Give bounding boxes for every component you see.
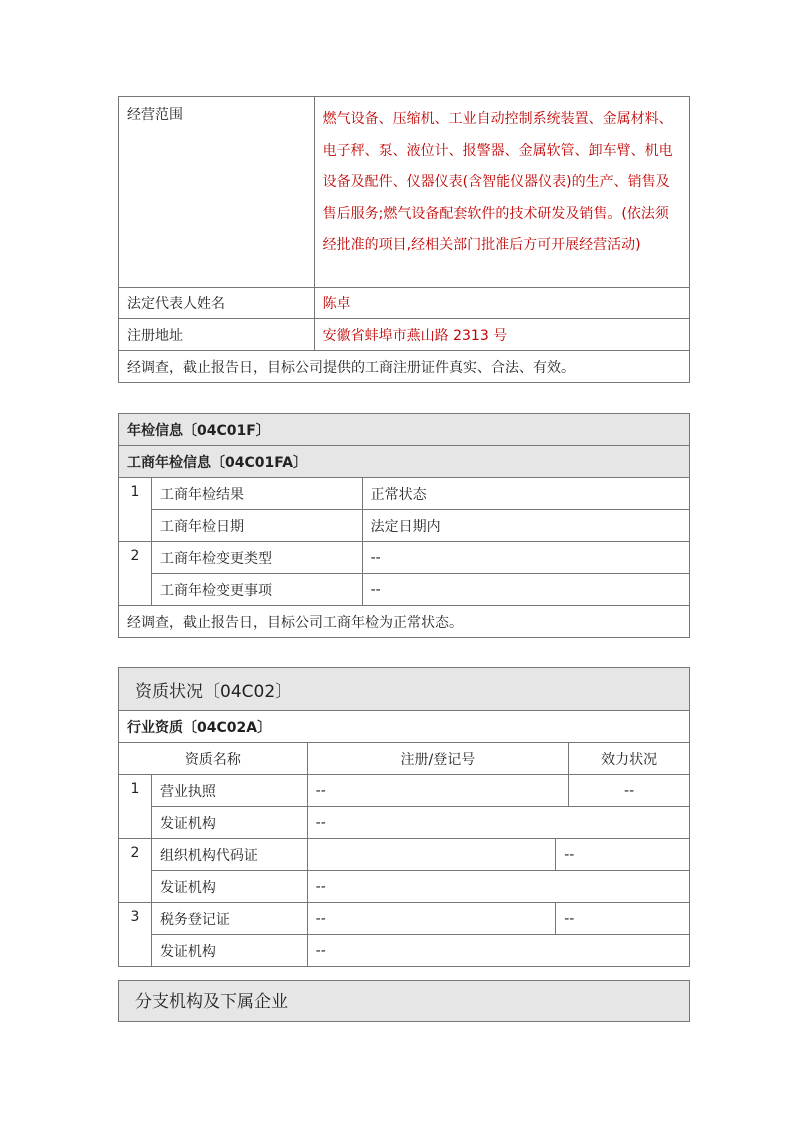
scope-value: 燃气设备、压缩机、工业自动控制系统装置、金属材料、电子秤、泵、液位计、报警器、金属软管、卸车臂、机电设备及配件、仪器仪表(含智能仪器仪表)的生产、销售及售后服务;燃气设备配套软件的技术研发及销售。(依法须经批准的项目,经相关部门批准后方可开展经营活动) bbox=[314, 97, 689, 288]
row-number: 3 bbox=[119, 903, 152, 967]
qual-name: 税务登记证 bbox=[151, 903, 307, 935]
branch-section-title: 分支机构及下属企业 bbox=[118, 980, 690, 1022]
row-number: 2 bbox=[119, 542, 152, 606]
row-number: 1 bbox=[119, 478, 152, 542]
qual-reg: -- bbox=[307, 775, 569, 807]
header-name: 资质名称 bbox=[119, 743, 308, 775]
qual-reg: -- bbox=[307, 903, 556, 935]
qual-status: -- bbox=[569, 775, 690, 807]
annual-subtitle: 工商年检信息〔04C01FA〕 bbox=[119, 446, 690, 478]
legal-rep-label: 法定代表人姓名 bbox=[119, 288, 315, 319]
annual-result-value: 正常状态 bbox=[362, 478, 689, 510]
issuer-value: -- bbox=[307, 871, 689, 903]
qual-name: 营业执照 bbox=[151, 775, 307, 807]
address-label: 注册地址 bbox=[119, 319, 315, 351]
qual-subtitle: 行业资质〔04C02A〕 bbox=[119, 711, 690, 743]
issuer-value: -- bbox=[307, 935, 689, 967]
qual-title: 资质状况〔04C02〕 bbox=[119, 668, 690, 711]
annual-result-label: 工商年检结果 bbox=[151, 478, 362, 510]
qual-status: -- bbox=[556, 839, 690, 871]
scope-label: 经营范围 bbox=[119, 97, 315, 288]
business-conclusion: 经调查，截止报告日，目标公司提供的工商注册证件真实、合法、有效。 bbox=[119, 351, 690, 383]
qual-reg bbox=[307, 839, 556, 871]
qual-status: -- bbox=[556, 903, 690, 935]
issuer-label: 发证机构 bbox=[151, 871, 307, 903]
annual-change-type-value: -- bbox=[362, 542, 689, 574]
annual-change-item-value: -- bbox=[362, 574, 689, 606]
annual-change-type-label: 工商年检变更类型 bbox=[151, 542, 362, 574]
annual-date-value: 法定日期内 bbox=[362, 510, 689, 542]
legal-rep-value: 陈卓 bbox=[314, 288, 689, 319]
qual-name: 组织机构代码证 bbox=[151, 839, 307, 871]
issuer-value: -- bbox=[307, 807, 689, 839]
annual-change-item-label: 工商年检变更事项 bbox=[151, 574, 362, 606]
annual-inspection-table bbox=[118, 413, 690, 638]
qualification-table bbox=[118, 667, 690, 967]
annual-title: 年检信息〔04C01F〕 bbox=[119, 414, 690, 446]
row-number: 1 bbox=[119, 775, 152, 839]
header-status: 效力状况 bbox=[569, 743, 690, 775]
row-number: 2 bbox=[119, 839, 152, 903]
annual-date-label: 工商年检日期 bbox=[151, 510, 362, 542]
business-info-table bbox=[118, 96, 690, 383]
issuer-label: 发证机构 bbox=[151, 935, 307, 967]
annual-conclusion: 经调查，截止报告日，目标公司工商年检为正常状态。 bbox=[119, 606, 690, 638]
header-reg: 注册/登记号 bbox=[307, 743, 569, 775]
address-value: 安徽省蚌埠市燕山路 2313 号 bbox=[314, 319, 689, 351]
issuer-label: 发证机构 bbox=[151, 807, 307, 839]
